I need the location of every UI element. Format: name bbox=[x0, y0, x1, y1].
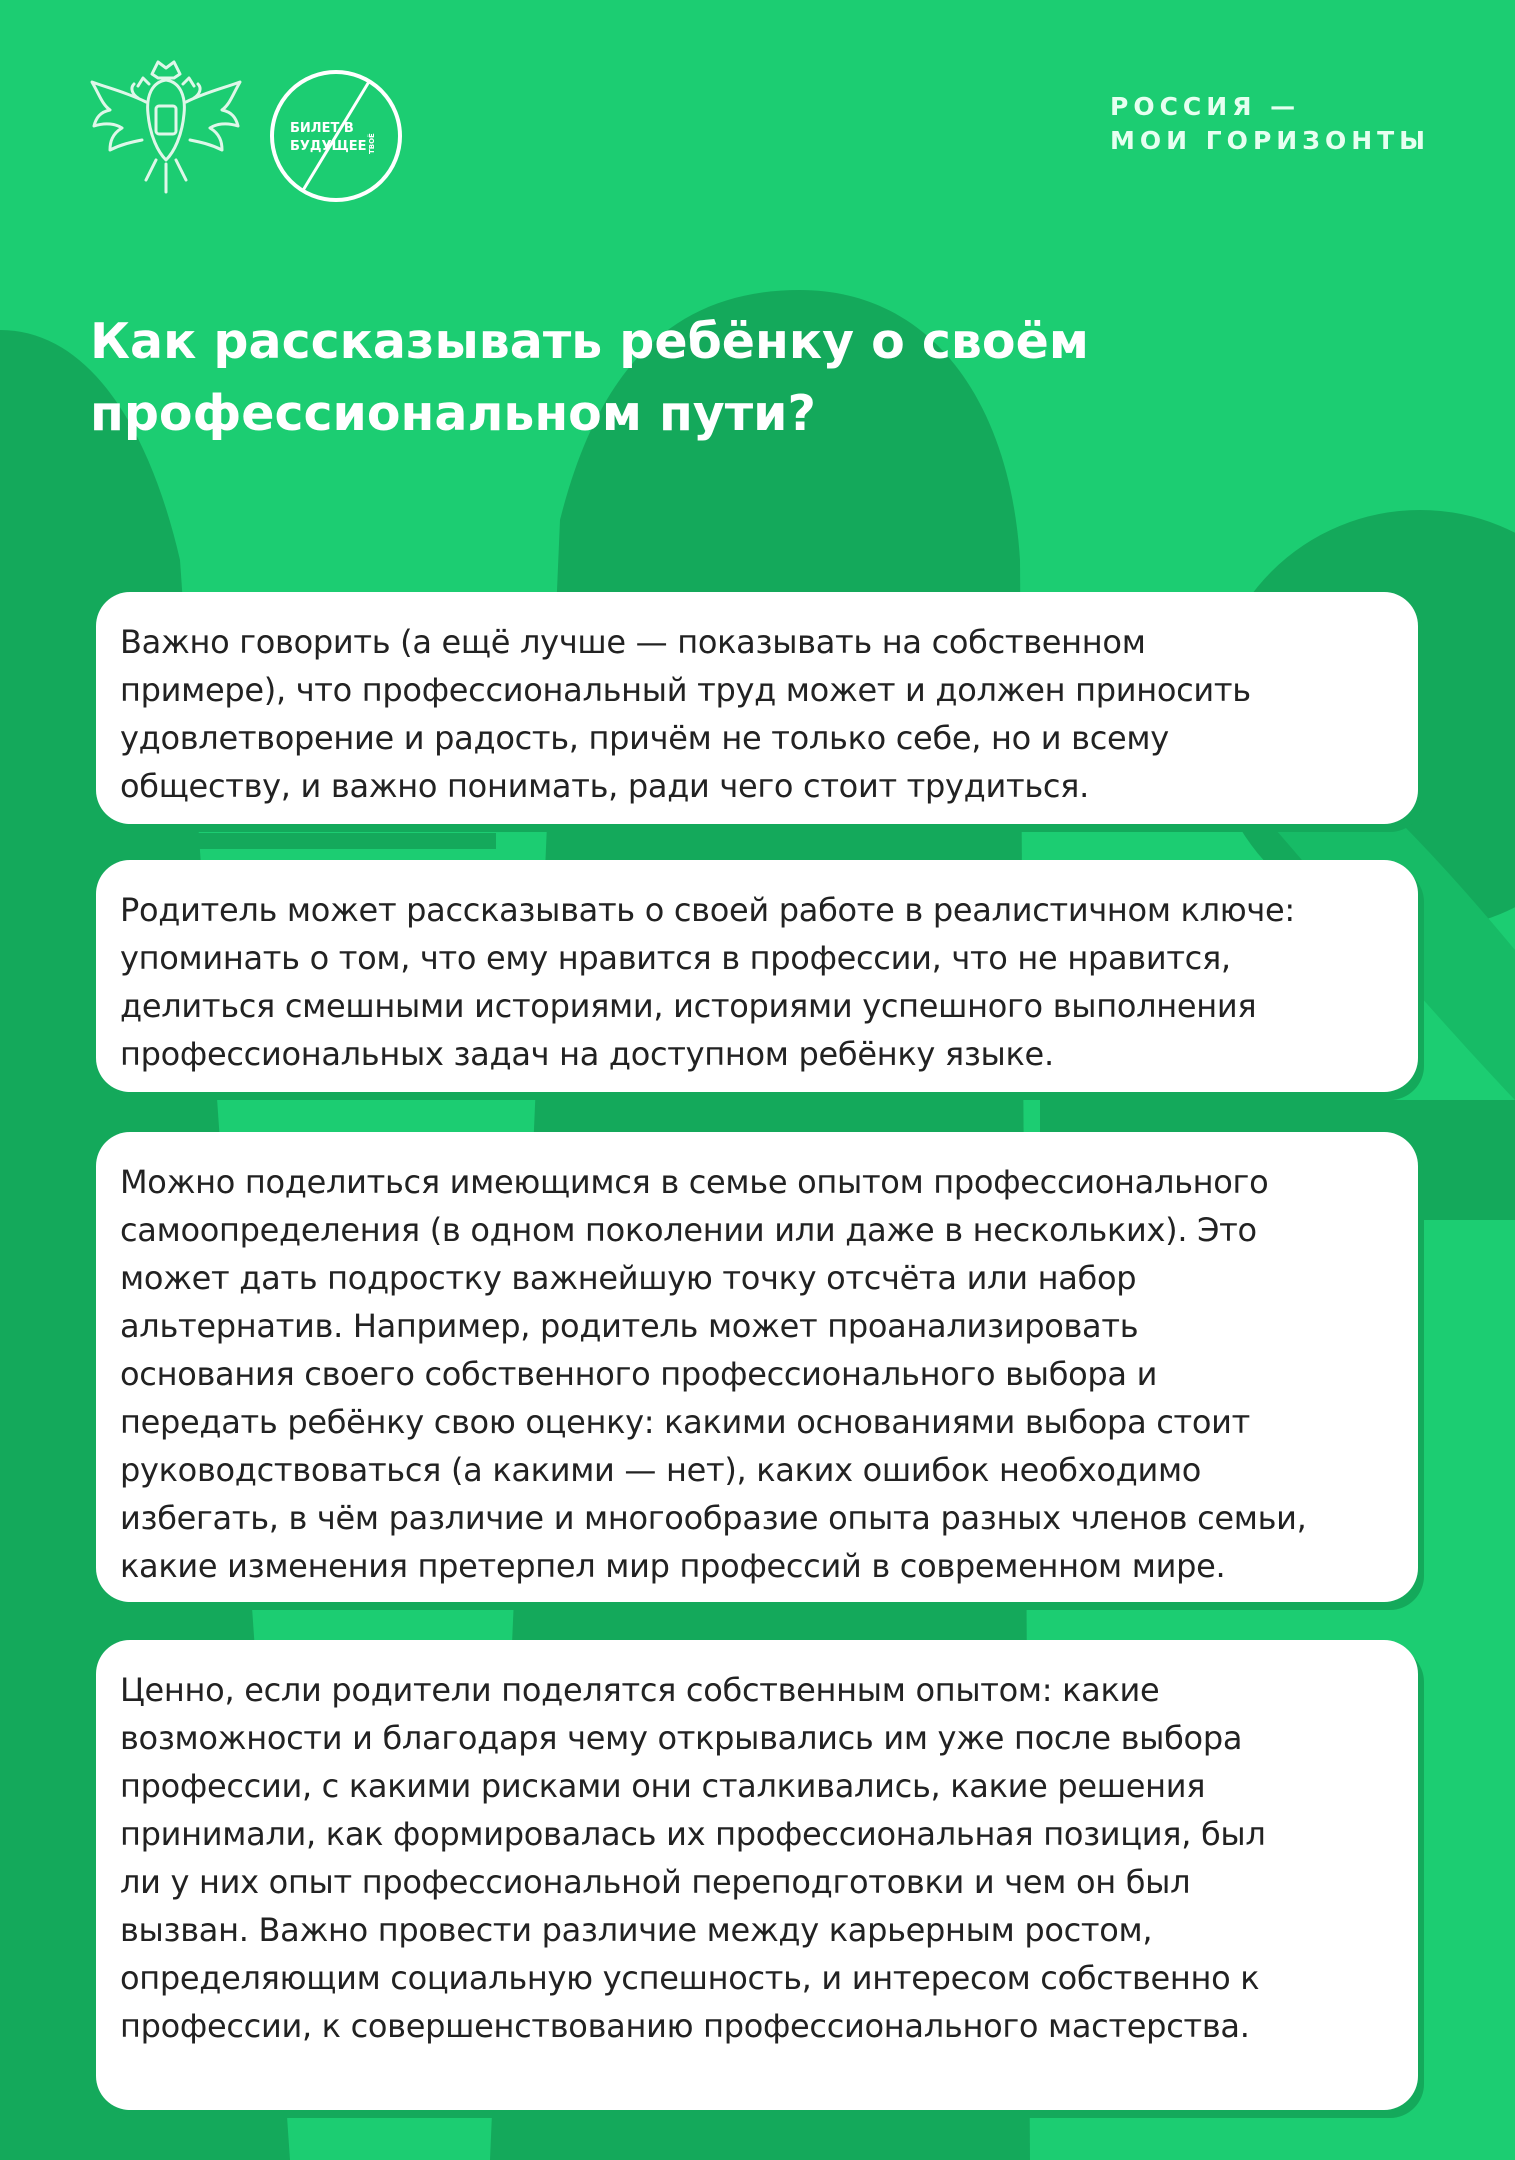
ticket-to-future-logo-icon bbox=[268, 68, 404, 204]
card-text-1 bbox=[120, 618, 1388, 810]
double-headed-eagle-icon bbox=[86, 52, 246, 202]
tagline-line-2: МОИ ГОРИЗОНТЫ bbox=[1110, 126, 1431, 155]
card-line: какие изменения претерпел мир профессий в современном мире. bbox=[120, 1547, 1226, 1585]
card-line: вызван. Важно провести различие между карьерным ростом, bbox=[120, 1911, 1153, 1949]
info-card-1 bbox=[96, 592, 1418, 824]
info-card-2 bbox=[96, 860, 1418, 1092]
ticket-logo-text-2: БУДУЩЕЕ bbox=[290, 139, 367, 154]
card-line: профессии, с какими рисками они сталкивались, какие решения bbox=[120, 1767, 1206, 1805]
ticket-logo-text-1: БИЛЕТ В bbox=[290, 121, 354, 136]
card-line: упоминать о том, что ему нравится в профессии, что не нравится, bbox=[120, 939, 1231, 977]
card-line: Ценно, если родители поделятся собственным опытом: какие bbox=[120, 1671, 1160, 1709]
card-line: может дать подростку важнейшую точку отсчёта или набор bbox=[120, 1259, 1137, 1297]
card-line: Родитель может рассказывать о своей работе в реалистичном ключе: bbox=[120, 891, 1295, 929]
card-line: профессии, к совершенствованию профессионального мастерства. bbox=[120, 2007, 1250, 2045]
card-line: делиться смешными историями, историями успешного выполнения bbox=[120, 987, 1257, 1025]
card-text-4 bbox=[120, 1666, 1388, 2050]
card-line: избегать, в чём различие и многообразие опыта разных членов семьи, bbox=[120, 1499, 1307, 1537]
tagline-line-1: РОССИЯ — bbox=[1110, 92, 1301, 121]
card-line: возможности и благодаря чему открывались им уже после выбора bbox=[120, 1719, 1243, 1757]
card-line: основания своего собственного профессионального выбора и bbox=[120, 1355, 1158, 1393]
card-line: примере), что профессиональный труд может и должен приносить bbox=[120, 671, 1251, 709]
ticket-logo-text-small: ТВОЁ bbox=[368, 133, 376, 154]
card-line: передать ребёнку свою оценку: какими основаниями выбора стоит bbox=[120, 1403, 1250, 1441]
card-line: руководствоваться (а какими — нет), каких ошибок необходимо bbox=[120, 1451, 1202, 1489]
info-card-4 bbox=[96, 1640, 1418, 2110]
card-line: Можно поделиться имеющимся в семье опытом профессионального bbox=[120, 1163, 1269, 1201]
card-line: удовлетворение и радость, причём не только себе, но и всему bbox=[120, 719, 1169, 757]
card-line: самоопределения (в одном поколении или даже в нескольких). Это bbox=[120, 1211, 1257, 1249]
header bbox=[0, 0, 1515, 220]
card-line: принимали, как формировалась их профессиональная позиция, был bbox=[120, 1815, 1266, 1853]
card-text-3 bbox=[120, 1158, 1388, 1590]
tagline bbox=[1110, 90, 1430, 158]
card-line: профессиональных задач на доступном ребёнку языке. bbox=[120, 1035, 1054, 1073]
page-title bbox=[90, 306, 1390, 450]
title-line-2: профессиональном пути? bbox=[90, 385, 816, 442]
card-line: ли у них опыт профессиональной переподготовки и чем он был bbox=[120, 1863, 1191, 1901]
info-card-3 bbox=[96, 1132, 1418, 1602]
title-line-1: Как рассказывать ребёнку о своём bbox=[90, 313, 1089, 370]
card-line: обществу, и важно понимать, ради чего стоит трудиться. bbox=[120, 767, 1089, 805]
card-text-2 bbox=[120, 886, 1388, 1078]
card-line: определяющим социальную успешность, и интересом собственно к bbox=[120, 1959, 1260, 1997]
card-line: альтернатив. Например, родитель может проанализировать bbox=[120, 1307, 1139, 1345]
card-line: Важно говорить (а ещё лучше — показывать на собственном bbox=[120, 623, 1146, 661]
